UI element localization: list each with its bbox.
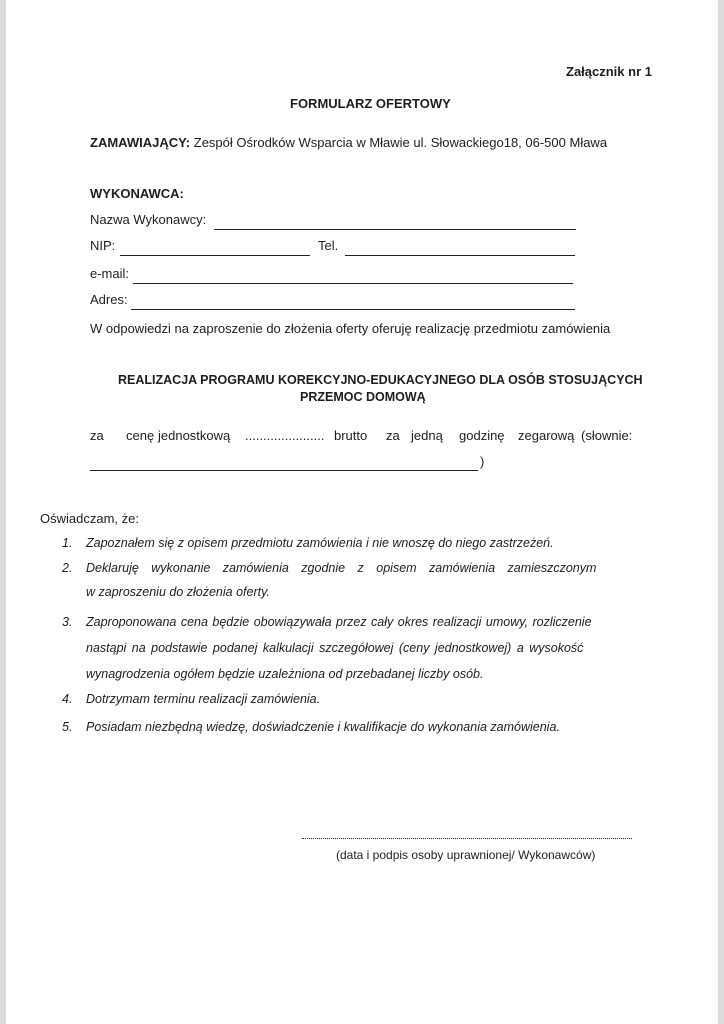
price-word: godzinę bbox=[459, 428, 505, 443]
signature-caption: (data i podpis osoby uprawnionej/ Wykonawców) bbox=[336, 848, 596, 862]
declare-heading: Oświadczam, że: bbox=[40, 511, 139, 526]
form-title: FORMULARZ OFERTOWY bbox=[290, 96, 451, 111]
client-value: Zespół Ośrodków Wsparcia w Mławie ul. Słowackiego18, 06-500 Mława bbox=[193, 135, 608, 150]
price-close-paren: ) bbox=[480, 454, 485, 469]
unit-price-dots[interactable]: ...................... bbox=[245, 428, 325, 443]
declaration-text: nastąpi na podstawie podanej kalkulacji szczegółowej (ceny jednostkowej) a wysokość bbox=[86, 641, 584, 655]
declaration-number: 4. bbox=[62, 692, 73, 706]
price-word: (słownie: bbox=[581, 428, 633, 443]
email-field[interactable] bbox=[133, 283, 573, 284]
scan-edge-right bbox=[718, 0, 724, 1024]
price-word: jedną bbox=[411, 428, 443, 443]
declaration-number: 1. bbox=[62, 536, 73, 550]
declaration-text: w zaproszeniu do złożenia oferty. bbox=[86, 585, 270, 599]
tel-field[interactable] bbox=[345, 255, 575, 256]
email-label: e-mail: bbox=[90, 266, 130, 281]
declaration-text: Dotrzymam terminu realizacji zamówienia. bbox=[86, 692, 321, 706]
price-word: brutto bbox=[334, 428, 368, 443]
declaration-number: 3. bbox=[62, 615, 73, 629]
declaration-text: wynagrodzenia ogółem będzie uzależniona od przebadanej liczby osób. bbox=[86, 667, 484, 681]
price-word: jednostkową bbox=[158, 428, 231, 443]
signature-field[interactable] bbox=[302, 838, 632, 839]
contractor-heading: WYKONAWCA: bbox=[90, 186, 184, 201]
declaration-number: 5. bbox=[62, 720, 73, 734]
client-line bbox=[90, 135, 607, 150]
nip-field[interactable] bbox=[120, 255, 310, 256]
scan-edge-left bbox=[0, 0, 6, 1024]
program-title-line2: PRZEMOC DOMOWĄ bbox=[300, 390, 426, 404]
declaration-text: Posiadam niezbędną wiedzę, doświadczenie i kwalifikacje do wykonania zamówienia. bbox=[86, 720, 560, 734]
price-word: za bbox=[90, 428, 104, 443]
contractor-name-label: Nazwa Wykonawcy: bbox=[90, 212, 207, 227]
price-word: zegarową bbox=[518, 428, 575, 443]
price-word: cenę bbox=[126, 428, 155, 443]
attachment-label: Załącznik nr 1 bbox=[566, 64, 652, 79]
client-label: ZAMAWIAJĄCY: bbox=[90, 135, 191, 150]
declaration-text: Zapoznałem się z opisem przedmiotu zamówienia i nie wnoszę do niego zastrzeżeń. bbox=[86, 536, 554, 550]
offer-text: W odpowiedzi na zaproszenie do złożenia oferty oferuję realizację przedmiotu zamówienia bbox=[90, 321, 611, 336]
contractor-name-field[interactable] bbox=[214, 229, 576, 230]
declaration-text: Deklaruję wykonanie zamówienia zgodnie z opisem zamówienia zamieszczonym bbox=[86, 561, 597, 575]
address-label: Adres: bbox=[90, 292, 128, 307]
nip-label: NIP: bbox=[90, 238, 116, 253]
price-word: za bbox=[386, 428, 400, 443]
tel-label: Tel. bbox=[318, 238, 339, 253]
declaration-number: 2. bbox=[62, 561, 73, 575]
price-in-words-field[interactable] bbox=[90, 470, 478, 471]
address-field[interactable] bbox=[131, 309, 575, 310]
declaration-text: Zaproponowana cena będzie obowiązywała przez cały okres realizacji umowy, rozliczenie bbox=[86, 615, 592, 629]
program-title-line1: REALIZACJA PROGRAMU KOREKCYJNO-EDUKACYJNEGO DLA OSÓB STOSUJĄCYCH bbox=[118, 373, 643, 387]
